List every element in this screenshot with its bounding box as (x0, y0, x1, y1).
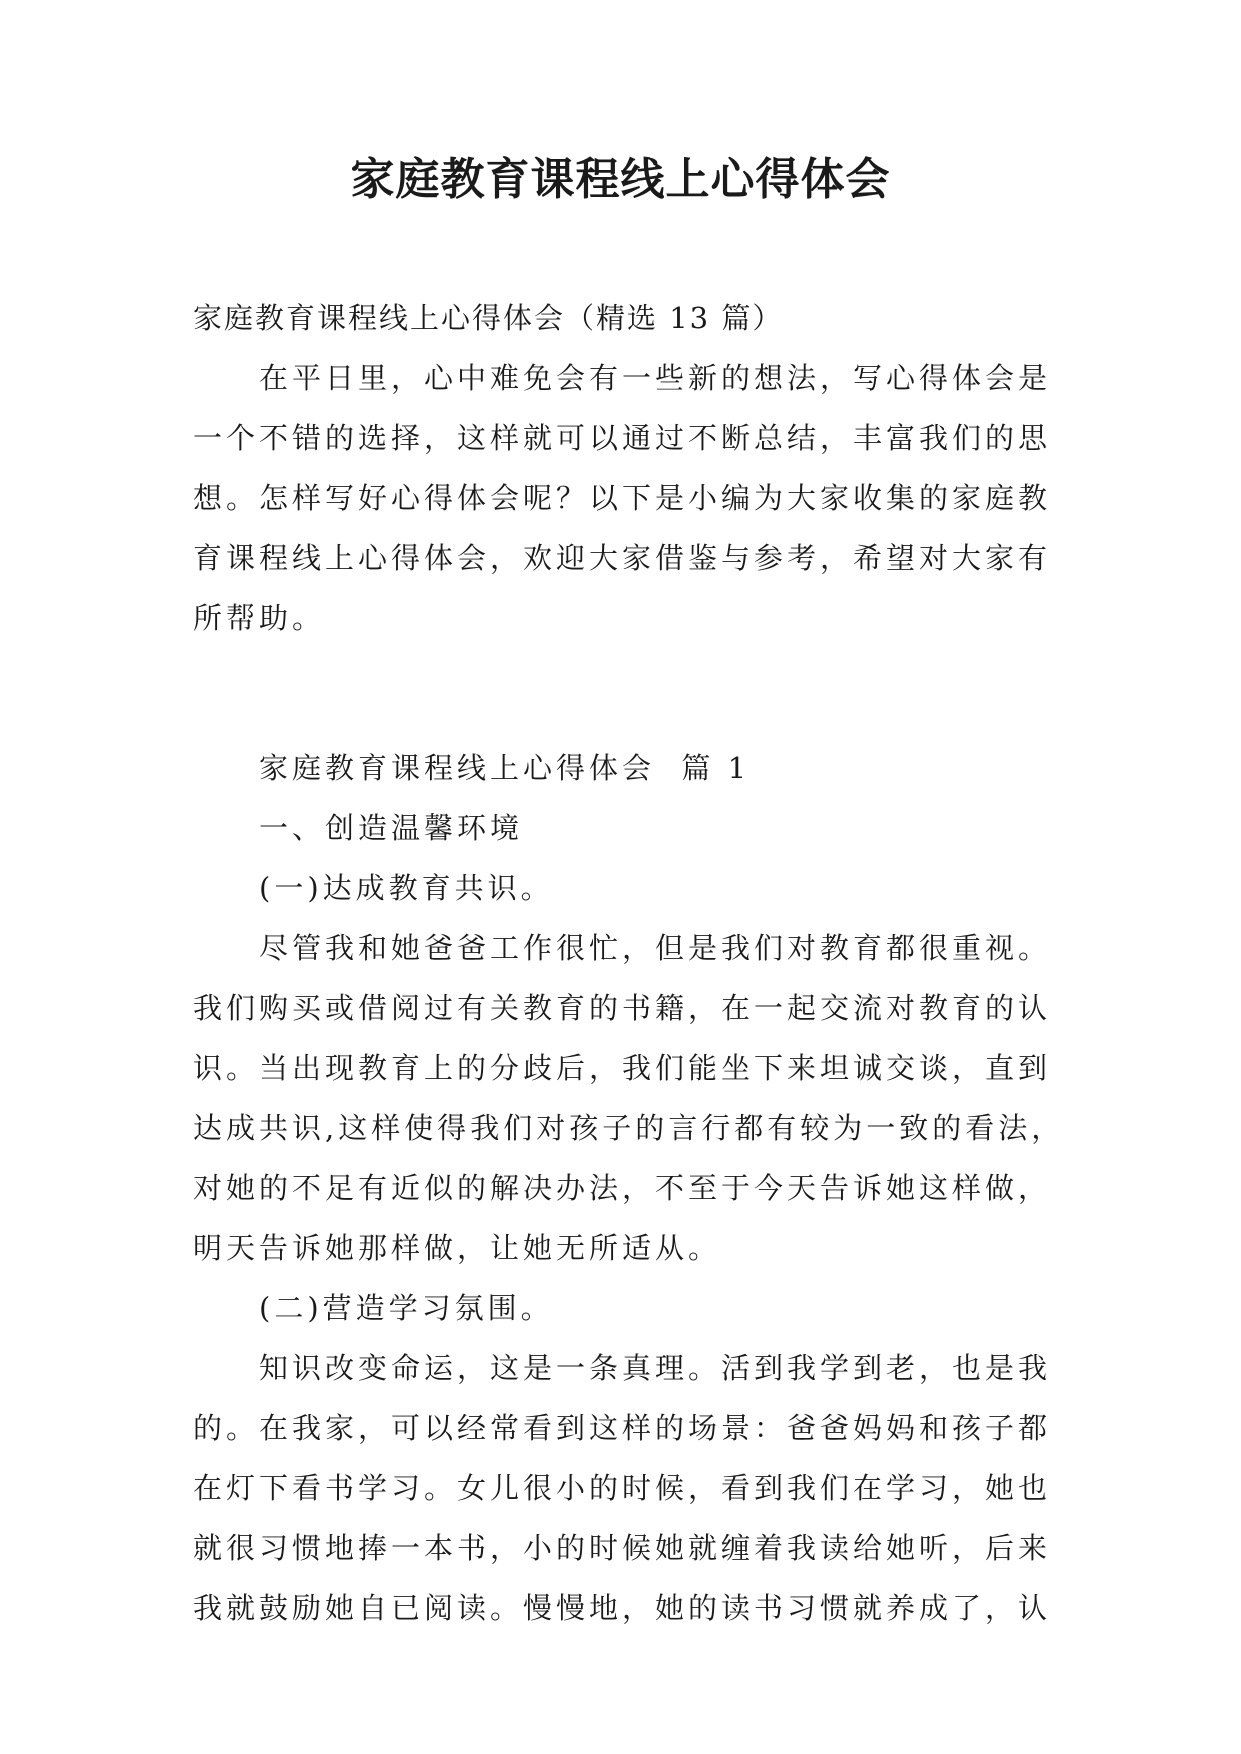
paragraph-line: 识。当出现教育上的分歧后，我们能坐下来坦诚交谈，直到 (193, 1051, 1052, 1085)
document-subtitle: 家庭教育课程线上心得体会（精选 13 篇） (193, 301, 784, 335)
intro-line: 育课程线上心得体会，欢迎大家借鉴与参考，希望对大家有 (193, 541, 1052, 575)
paragraph-line: 明天告诉她那样做，让她无所适从。 (193, 1231, 722, 1265)
section-heading: 家庭教育课程线上心得体会 篇 1 (259, 751, 751, 785)
intro-line: 在平日里，心中难免会有一些新的想法，写心得体会是 (259, 361, 1052, 395)
intro-line: 所帮助。 (193, 601, 326, 635)
subheading: (一)达成教育共识。 (259, 871, 554, 905)
paragraph (193, 918, 1083, 1278)
paragraph-line: 我们购买或借阅过有关教育的书籍，在一起交流对教育的认 (193, 991, 1052, 1025)
document-body (193, 288, 1083, 1638)
paragraph-line: 知识改变命运，这是一条真理。活到我学到老，也是我 (259, 1351, 1052, 1385)
part-heading: 一、创造温馨环境 (259, 811, 524, 845)
subheading: (二)营造学习氛围。 (259, 1291, 554, 1325)
document-title: 家庭教育课程线上心得体会 (350, 154, 891, 205)
paragraph-line: 就很习惯地捧一本书，小的时候她就缠着我读给她听，后来 (193, 1531, 1052, 1565)
intro-paragraph (193, 348, 1083, 648)
paragraph-line: 在灯下看书学习。女儿很小的时候，看到我们在学习，她也 (193, 1471, 1052, 1505)
paragraph-line: 的。在我家，可以经常看到这样的场景：爸爸妈妈和孩子都 (193, 1411, 1052, 1445)
paragraph-line: 达成共识,这样使得我们对孩子的言行都有较为一致的看法， (193, 1111, 1065, 1145)
paragraph-line: 尽管我和她爸爸工作很忙，但是我们对教育都很重视。 (259, 931, 1052, 965)
paragraph-line: 对她的不足有近似的解决办法，不至于今天告诉她这样做， (193, 1171, 1052, 1205)
section-spacer (193, 648, 1083, 738)
paragraph (193, 1338, 1083, 1638)
paragraph-line: 我就鼓励她自已阅读。慢慢地，她的读书习惯就养成了，认 (193, 1591, 1052, 1625)
intro-line: 一个不错的选择，这样就可以通过不断总结，丰富我们的思 (193, 421, 1052, 455)
intro-line: 想。怎样写好心得体会呢？以下是小编为大家收集的家庭教 (193, 481, 1052, 515)
